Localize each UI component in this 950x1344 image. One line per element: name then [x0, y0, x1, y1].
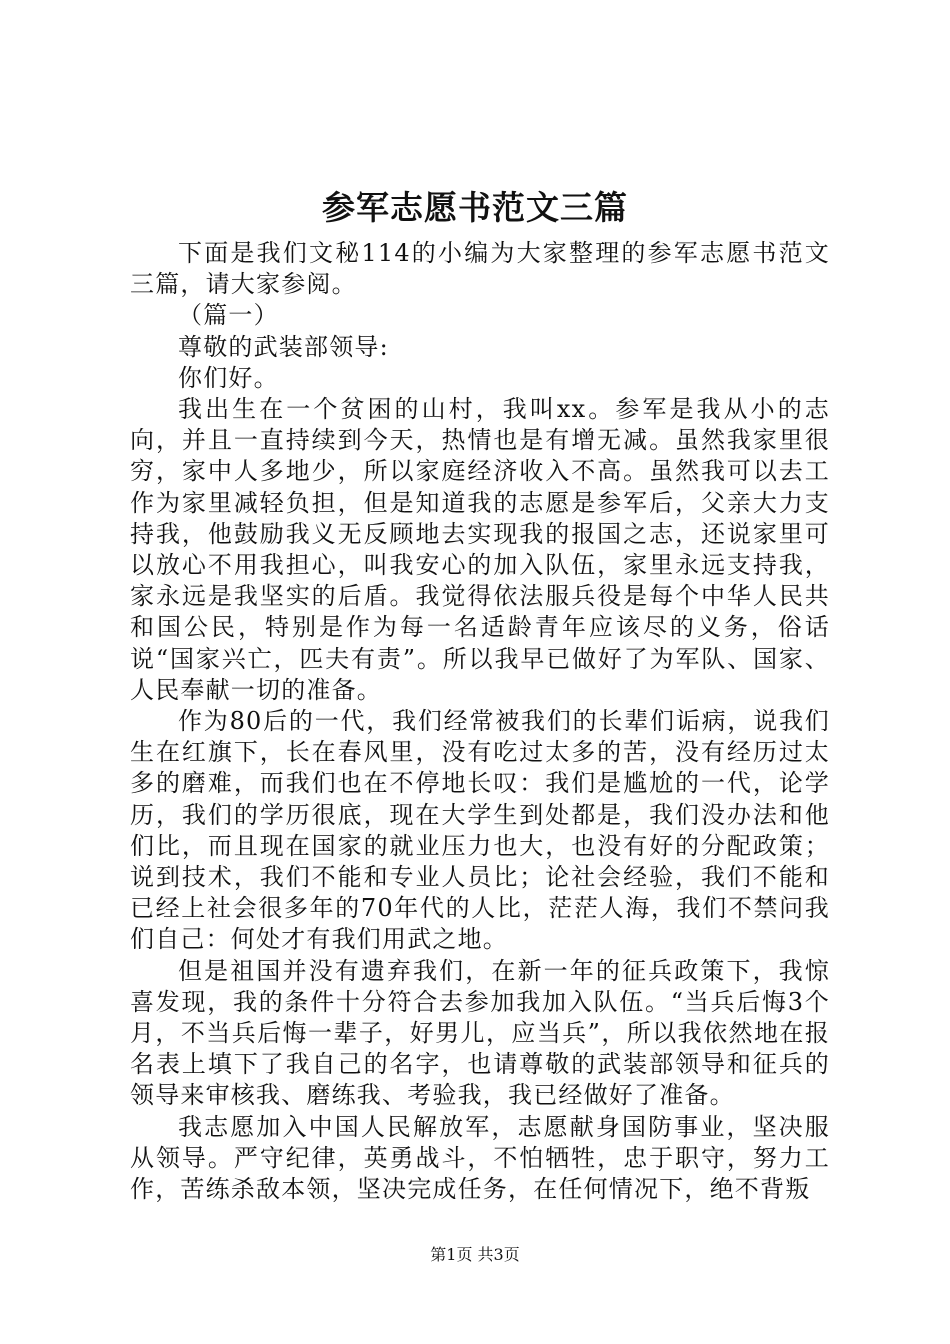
- paragraph-body-3: 但是祖国并没有遗弃我们，在新一年的征兵政策下，我惊喜发现，我的条件十分符合去参加我加入队伍。“当兵后悔3个月，不当兵后悔一辈子，好男儿，应当兵”，所以我依然地在报名表上填下了我自己的名字，也请尊敬的武装部领导和征兵的领导来审核我、磨练我、考验我，我已经做好了准备。: [130, 956, 830, 1110]
- document-body: [130, 238, 830, 1205]
- paragraph-body-2: 作为80后的一代，我们经常被我们的长辈们诟病，说我们生在红旗下，长在春风里，没有吃过太多的苦，没有经历过太多的磨难，而我们也在不停地长叹：我们是尴尬的一代，论学历，我们的学历很底，现在大学生到处都是，我们没办法和他们比，而且现在国家的就业压力也大，也没有好的分配政策；说到技术，我们不能和专业人员比；论社会经验，我们不能和已经上社会很多年的70年代的人比，茫茫人海，我们不禁问我们自己：何处才有我们用武之地。: [130, 707, 830, 954]
- paragraph-body-4: 我志愿加入中国人民解放军，志愿献身国防事业，坚决服从领导。严守纪律，英勇战斗，不怕牺牲，忠于职守，努力工作，苦练杀敌本领，坚决完成任务，在任何情况下，绝不背叛: [130, 1112, 830, 1204]
- paragraph-salutation: 尊敬的武装部领导:: [178, 332, 389, 361]
- paragraph-body-1: 我出生在一个贫困的山村，我叫xx。参军是我从小的志向，并且一直持续到今天，热情也是有增无减。虽然我家里很穷，家中人多地少，所以家庭经济收入不高。虽然我可以去工作为家里减轻负担，但是知道我的志愿是参军后，父亲大力支持我，他鼓励我义无反顾地去实现我的报国之志，还说家里可以放心不用我担心，叫我安心的加入队伍，家里永远支持我，家永远是我坚实的后盾。我觉得依法服兵役是每个中华人民共和国公民，特别是作为每一名适龄青年应该尽的义务，俗话说“国家兴亡，匹夫有责”。所以我早已做好了为军队、国家、人民奉献一切的准备。: [130, 395, 830, 704]
- paragraph-section-label: （篇一）: [178, 301, 279, 330]
- paragraph-intro: 下面是我们文秘114的小编为大家整理的参军志愿书范文三篇，请大家参阅。: [130, 239, 830, 299]
- paragraph-greeting: 你们好。: [178, 363, 279, 392]
- page-number-footer: 第1页 共3页: [430, 1245, 520, 1264]
- document-title: 参军志愿书范文三篇: [322, 188, 628, 227]
